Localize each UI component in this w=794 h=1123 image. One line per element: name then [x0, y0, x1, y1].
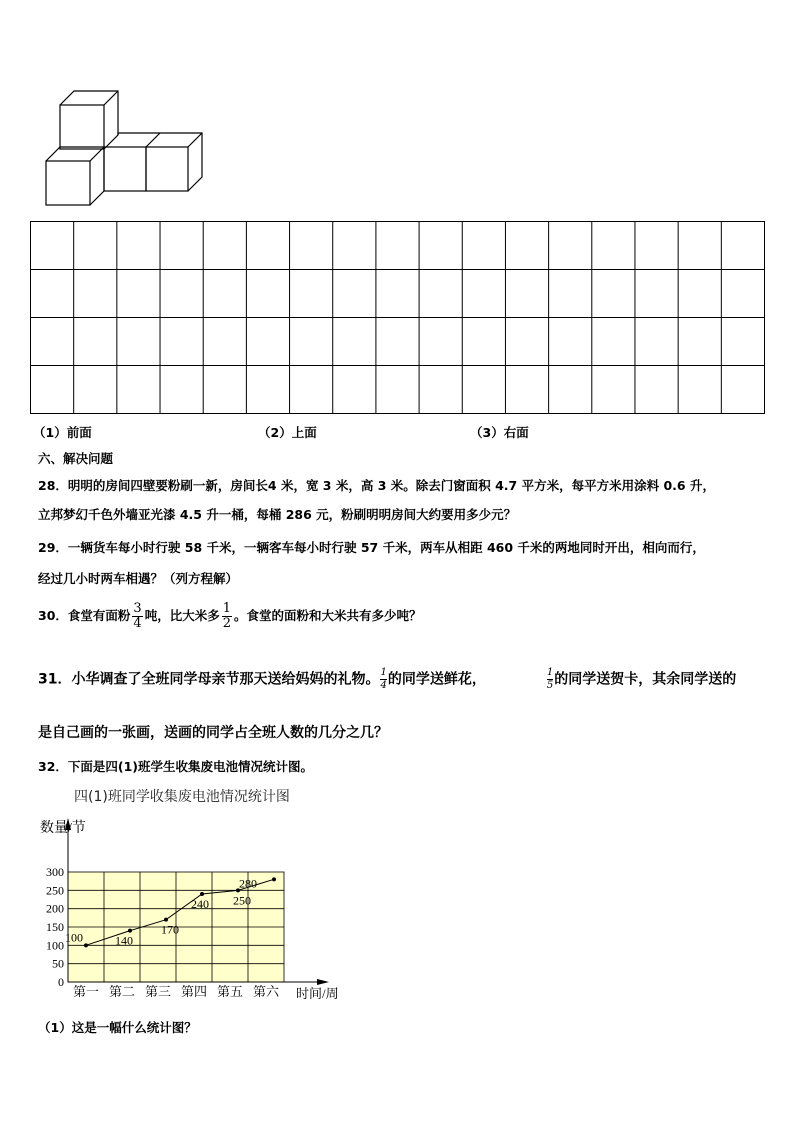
chart-point: [164, 918, 168, 922]
fraction-one-quarter: $\frac{1}{4}$: [380, 667, 387, 691]
question-30-mid: 吨，比大米多: [144, 608, 220, 623]
chart-y-tick-label: 150: [46, 920, 64, 934]
chart-data-label: 170: [161, 922, 179, 937]
label-front-view: （1）前面: [33, 425, 92, 440]
chart-data-label: 100: [65, 930, 83, 945]
question-28-line1: 28．明明的房间四壁要粉刷一新，房间长4 米，宽 3 米，高 3 米。除去门窗面积 4.7 平方米，每平方米用涂料 0.6 升，: [38, 478, 715, 493]
chart-data-label: 140: [115, 933, 133, 948]
section-title: 六、解决问题: [38, 451, 114, 466]
question-30-suffix: 。食堂的面粉和大米共有多少吨？: [233, 608, 422, 623]
chart-x-tick-label: 第二: [108, 984, 136, 999]
chart-y-tick-label: 50: [52, 956, 64, 971]
question-31-line1: [38, 667, 736, 692]
question-31-line2: 是自己画的一张画，送画的同学占全班人数的几分之几？: [38, 725, 388, 741]
chart-point: [84, 943, 88, 947]
question-30-prefix: 30．食堂有面粉: [38, 608, 131, 623]
chart-point: [272, 877, 276, 881]
chart-y-tick-label: 250: [46, 883, 64, 898]
chart-point: [128, 929, 132, 933]
chart-x-tick-label: 第四: [180, 984, 208, 999]
label-top-view: （2）上面: [258, 425, 317, 440]
chart-data-label: 240: [191, 897, 209, 911]
chart-y-tick-label: 0: [58, 975, 64, 989]
chart-x-axis-arrow: [317, 979, 329, 985]
cube-figure: [40, 85, 215, 210]
chart-point: [200, 892, 204, 896]
chart-y-tick-label: 100: [46, 938, 64, 953]
drawing-grid: [30, 221, 765, 414]
chart-y-tick-label: 200: [46, 901, 64, 916]
chart-title: 四(1)班同学收集废电池情况统计图: [74, 789, 290, 805]
question-32-sub1: （1）这是一幅什么统计图？: [38, 1020, 197, 1035]
question-31-part3: 的同学送贺卡，其余同学送的: [554, 671, 737, 688]
chart-x-tick-label: 第一: [72, 984, 100, 999]
question-28-line2: 立邦梦幻千色外墙亚光漆 4.5 升一桶，每桶 286 元，粉刷明明房间大约要用多少元？: [38, 507, 517, 522]
label-right-view: （3）右面: [470, 425, 529, 440]
question-29-line2: 经过几小时两车相遇？（列方程解）: [38, 571, 239, 586]
line-chart: [30, 812, 370, 1002]
question-30: [38, 602, 422, 631]
fraction-three-quarters: $\frac{3}{4}$: [133, 601, 142, 631]
question-31-part2: 的同学送鲜花，: [387, 671, 486, 688]
chart-x-tick-label: 第六: [252, 984, 280, 999]
chart-x-label: 时间/周: [296, 986, 339, 1001]
question-29-line1: 29．一辆货车每小时行驶 58 千米，一辆客车每小时行驶 57 千米，两车从相距 460 千米的两地同时开出，相向而行，: [38, 540, 705, 555]
question-32: 32．下面是四(1)班学生收集废电池情况统计图。: [38, 759, 314, 774]
fraction-one-fifth: $\frac{1}{5}$: [546, 667, 554, 691]
fraction-one-half: $\frac{1}{2}$: [222, 601, 231, 631]
chart-y-label: 数量/节: [40, 821, 86, 836]
question-31-part1: 31．小华调查了全班同学母亲节那天送给妈妈的礼物。: [38, 671, 380, 688]
chart-data-label: 250: [233, 893, 251, 908]
chart-x-tick-label: 第五: [216, 984, 244, 999]
chart-data-label: 280: [239, 876, 257, 891]
chart-x-tick-label: 第三: [144, 984, 172, 999]
chart-y-tick-label: 300: [46, 865, 64, 879]
